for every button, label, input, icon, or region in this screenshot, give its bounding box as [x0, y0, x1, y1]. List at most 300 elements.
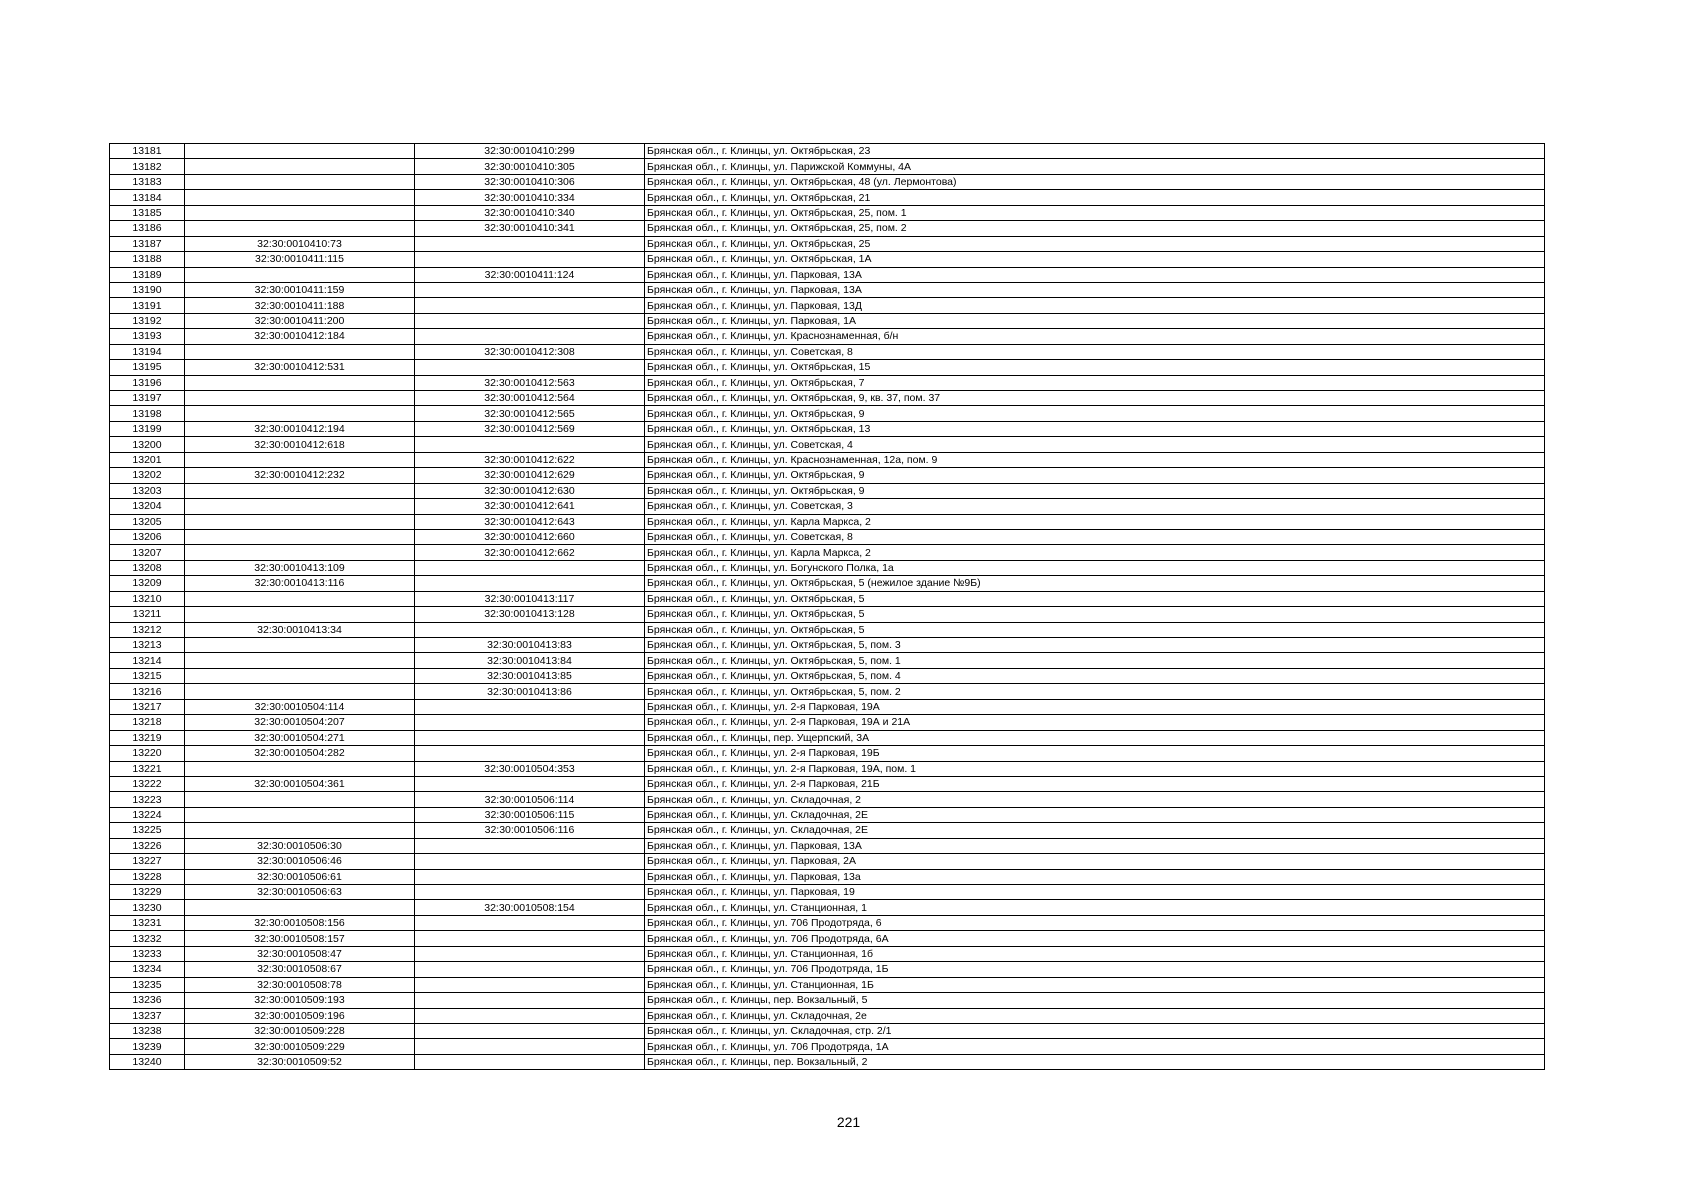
building-cadastral-number-cell	[415, 746, 645, 761]
land-cadastral-number-cell: 32:30:0010504:207	[185, 715, 415, 730]
land-cadastral-number-cell: 32:30:0010412:232	[185, 468, 415, 483]
building-cadastral-number-cell	[415, 715, 645, 730]
address-cell: Брянская обл., г. Клинцы, ул. Парковая, 13А	[645, 282, 1545, 297]
table-row	[110, 313, 1545, 328]
land-cadastral-number-cell	[185, 529, 415, 544]
land-cadastral-number-cell	[185, 452, 415, 467]
row-number-cell: 13212	[110, 622, 185, 637]
table-row	[110, 560, 1545, 575]
address-cell: Брянская обл., г. Клинцы, ул. Октябрьская, 25, пом. 1	[645, 205, 1545, 220]
table-row	[110, 622, 1545, 637]
address-cell: Брянская обл., г. Клинцы, ул. Октябрьская, 5, пом. 4	[645, 668, 1545, 683]
address-cell: Брянская обл., г. Клинцы, ул. Краснознаменная, б/н	[645, 329, 1545, 344]
building-cadastral-number-cell: 32:30:0010413:85	[415, 668, 645, 683]
land-cadastral-number-cell: 32:30:0010506:61	[185, 869, 415, 884]
row-number-cell: 13229	[110, 885, 185, 900]
address-cell: Брянская обл., г. Клинцы, ул. Парковая, 13Д	[645, 298, 1545, 313]
row-number-cell: 13223	[110, 792, 185, 807]
table-row	[110, 391, 1545, 406]
address-cell: Брянская обл., г. Клинцы, ул. Октябрьская, 5, пом. 2	[645, 684, 1545, 699]
row-number-cell: 13211	[110, 607, 185, 622]
address-cell: Брянская обл., г. Клинцы, ул. Советская, 4	[645, 437, 1545, 452]
building-cadastral-number-cell	[415, 298, 645, 313]
address-cell: Брянская обл., г. Клинцы, ул. Парковая, 19	[645, 885, 1545, 900]
row-number-cell: 13238	[110, 1023, 185, 1038]
address-cell: Брянская обл., г. Клинцы, ул. 706 Продотряда, 6	[645, 915, 1545, 930]
building-cadastral-number-cell	[415, 869, 645, 884]
row-number-cell: 13228	[110, 869, 185, 884]
table-row	[110, 529, 1545, 544]
table-row	[110, 977, 1545, 992]
address-cell: Брянская обл., г. Клинцы, ул. Складочная, 2е	[645, 1008, 1545, 1023]
table-row	[110, 221, 1545, 236]
address-cell: Брянская обл., г. Клинцы, ул. Карла Маркса, 2	[645, 514, 1545, 529]
address-cell: Брянская обл., г. Клинцы, ул. Октябрьская, 13	[645, 421, 1545, 436]
land-cadastral-number-cell	[185, 391, 415, 406]
row-number-cell: 13220	[110, 746, 185, 761]
row-number-cell: 13181	[110, 144, 185, 159]
building-cadastral-number-cell	[415, 1054, 645, 1069]
building-cadastral-number-cell: 32:30:0010506:116	[415, 823, 645, 838]
land-cadastral-number-cell	[185, 499, 415, 514]
table-row	[110, 946, 1545, 961]
row-number-cell: 13189	[110, 267, 185, 282]
address-cell: Брянская обл., г. Клинцы, ул. 2-я Парковая, 19А, пом. 1	[645, 761, 1545, 776]
address-cell: Брянская обл., г. Клинцы, ул. Станционная, 1	[645, 900, 1545, 915]
land-cadastral-number-cell: 32:30:0010508:67	[185, 962, 415, 977]
table-row	[110, 437, 1545, 452]
address-cell: Брянская обл., г. Клинцы, ул. Октябрьская, 5, пом. 3	[645, 638, 1545, 653]
table-row	[110, 823, 1545, 838]
row-number-cell: 13195	[110, 360, 185, 375]
address-cell: Брянская обл., г. Клинцы, ул. Станционная, 1б	[645, 946, 1545, 961]
building-cadastral-number-cell	[415, 699, 645, 714]
row-number-cell: 13196	[110, 375, 185, 390]
land-cadastral-number-cell	[185, 205, 415, 220]
building-cadastral-number-cell	[415, 730, 645, 745]
row-number-cell: 13186	[110, 221, 185, 236]
address-cell: Брянская обл., г. Клинцы, ул. Станционная, 1Б	[645, 977, 1545, 992]
address-cell: Брянская обл., г. Клинцы, ул. Октябрьская, 21	[645, 190, 1545, 205]
table-row	[110, 267, 1545, 282]
table-row	[110, 915, 1545, 930]
building-cadastral-number-cell	[415, 252, 645, 267]
row-number-cell: 13203	[110, 483, 185, 498]
address-cell: Брянская обл., г. Клинцы, ул. Складочная, 2	[645, 792, 1545, 807]
row-number-cell: 13193	[110, 329, 185, 344]
address-cell: Брянская обл., г. Клинцы, ул. 2-я Парковая, 21Б	[645, 776, 1545, 791]
land-cadastral-number-cell	[185, 668, 415, 683]
row-number-cell: 13232	[110, 931, 185, 946]
building-cadastral-number-cell	[415, 977, 645, 992]
building-cadastral-number-cell: 32:30:0010412:643	[415, 514, 645, 529]
building-cadastral-number-cell: 32:30:0010506:114	[415, 792, 645, 807]
table-row	[110, 576, 1545, 591]
land-cadastral-number-cell: 32:30:0010411:159	[185, 282, 415, 297]
land-cadastral-number-cell	[185, 591, 415, 606]
building-cadastral-number-cell	[415, 885, 645, 900]
address-cell: Брянская обл., г. Клинцы, ул. Октябрьская, 9	[645, 406, 1545, 421]
address-cell: Брянская обл., г. Клинцы, ул. Октябрьская, 5	[645, 591, 1545, 606]
address-cell: Брянская обл., г. Клинцы, ул. Октябрьская, 5	[645, 622, 1545, 637]
land-cadastral-number-cell: 32:30:0010504:271	[185, 730, 415, 745]
land-cadastral-number-cell: 32:30:0010411:188	[185, 298, 415, 313]
building-cadastral-number-cell: 32:30:0010410:341	[415, 221, 645, 236]
building-cadastral-number-cell: 32:30:0010412:308	[415, 344, 645, 359]
address-cell: Брянская обл., г. Клинцы, ул. Октябрьская, 15	[645, 360, 1545, 375]
row-number-cell: 13185	[110, 205, 185, 220]
table-row	[110, 1008, 1545, 1023]
row-number-cell: 13191	[110, 298, 185, 313]
building-cadastral-number-cell	[415, 360, 645, 375]
row-number-cell: 13184	[110, 190, 185, 205]
row-number-cell: 13194	[110, 344, 185, 359]
table-row	[110, 761, 1545, 776]
address-cell: Брянская обл., г. Клинцы, ул. Карла Маркса, 2	[645, 545, 1545, 560]
row-number-cell: 13208	[110, 560, 185, 575]
row-number-cell: 13217	[110, 699, 185, 714]
row-number-cell: 13199	[110, 421, 185, 436]
building-cadastral-number-cell	[415, 1023, 645, 1038]
building-cadastral-number-cell: 32:30:0010412:630	[415, 483, 645, 498]
building-cadastral-number-cell: 32:30:0010410:340	[415, 205, 645, 220]
table-row	[110, 1039, 1545, 1054]
building-cadastral-number-cell	[415, 946, 645, 961]
table-row	[110, 653, 1545, 668]
row-number-cell: 13197	[110, 391, 185, 406]
table-row	[110, 715, 1545, 730]
land-cadastral-number-cell: 32:30:0010506:63	[185, 885, 415, 900]
table-row	[110, 344, 1545, 359]
row-number-cell: 13204	[110, 499, 185, 514]
table-row	[110, 190, 1545, 205]
registry-table-body	[110, 144, 1545, 1070]
table-row	[110, 885, 1545, 900]
table-row	[110, 854, 1545, 869]
land-cadastral-number-cell: 32:30:0010508:157	[185, 931, 415, 946]
row-number-cell: 13234	[110, 962, 185, 977]
row-number-cell: 13236	[110, 993, 185, 1008]
land-cadastral-number-cell: 32:30:0010508:47	[185, 946, 415, 961]
table-row	[110, 252, 1545, 267]
land-cadastral-number-cell	[185, 344, 415, 359]
row-number-cell: 13205	[110, 514, 185, 529]
table-row	[110, 607, 1545, 622]
land-cadastral-number-cell	[185, 545, 415, 560]
table-row	[110, 668, 1545, 683]
address-cell: Брянская обл., г. Клинцы, ул. Богунского Полка, 1а	[645, 560, 1545, 575]
land-cadastral-number-cell	[185, 807, 415, 822]
building-cadastral-number-cell: 32:30:0010412:660	[415, 529, 645, 544]
land-cadastral-number-cell	[185, 792, 415, 807]
row-number-cell: 13182	[110, 159, 185, 174]
address-cell: Брянская обл., г. Клинцы, ул. Октябрьская, 5, пом. 1	[645, 653, 1545, 668]
row-number-cell: 13207	[110, 545, 185, 560]
row-number-cell: 13214	[110, 653, 185, 668]
land-cadastral-number-cell: 32:30:0010504:361	[185, 776, 415, 791]
address-cell: Брянская обл., г. Клинцы, ул. 706 Продотряда, 6А	[645, 931, 1545, 946]
building-cadastral-number-cell	[415, 993, 645, 1008]
table-row	[110, 638, 1545, 653]
building-cadastral-number-cell: 32:30:0010504:353	[415, 761, 645, 776]
table-row	[110, 807, 1545, 822]
land-cadastral-number-cell: 32:30:0010411:115	[185, 252, 415, 267]
row-number-cell: 13201	[110, 452, 185, 467]
page-number: 221	[836, 1114, 861, 1130]
building-cadastral-number-cell: 32:30:0010412:662	[415, 545, 645, 560]
building-cadastral-number-cell	[415, 854, 645, 869]
building-cadastral-number-cell	[415, 962, 645, 977]
land-cadastral-number-cell	[185, 823, 415, 838]
row-number-cell: 13183	[110, 174, 185, 189]
address-cell: Брянская обл., г. Клинцы, ул. Октябрьская, 25, пом. 2	[645, 221, 1545, 236]
building-cadastral-number-cell: 32:30:0010412:629	[415, 468, 645, 483]
building-cadastral-number-cell: 32:30:0010410:306	[415, 174, 645, 189]
row-number-cell: 13225	[110, 823, 185, 838]
address-cell: Брянская обл., г. Клинцы, ул. Октябрьская, 5 (нежилое здание №9Б)	[645, 576, 1545, 591]
land-cadastral-number-cell	[185, 144, 415, 159]
building-cadastral-number-cell: 32:30:0010506:115	[415, 807, 645, 822]
land-cadastral-number-cell: 32:30:0010411:200	[185, 313, 415, 328]
land-cadastral-number-cell	[185, 684, 415, 699]
land-cadastral-number-cell	[185, 653, 415, 668]
building-cadastral-number-cell: 32:30:0010412:563	[415, 375, 645, 390]
address-cell: Брянская обл., г. Клинцы, ул. Советская, 3	[645, 499, 1545, 514]
building-cadastral-number-cell: 32:30:0010413:117	[415, 591, 645, 606]
address-cell: Брянская обл., г. Клинцы, ул. Парковая, 2А	[645, 854, 1545, 869]
land-cadastral-number-cell	[185, 761, 415, 776]
address-cell: Брянская обл., г. Клинцы, ул. Складочная, 2Е	[645, 823, 1545, 838]
address-cell: Брянская обл., г. Клинцы, ул. Октябрьская, 25	[645, 236, 1545, 251]
address-cell: Брянская обл., г. Клинцы, ул. Октябрьская, 5	[645, 607, 1545, 622]
building-cadastral-number-cell: 32:30:0010410:305	[415, 159, 645, 174]
row-number-cell: 13239	[110, 1039, 185, 1054]
address-cell: Брянская обл., г. Клинцы, ул. Складочная, стр. 2/1	[645, 1023, 1545, 1038]
building-cadastral-number-cell: 32:30:0010410:299	[415, 144, 645, 159]
building-cadastral-number-cell	[415, 282, 645, 297]
table-row	[110, 838, 1545, 853]
land-cadastral-number-cell: 32:30:0010509:52	[185, 1054, 415, 1069]
row-number-cell: 13190	[110, 282, 185, 297]
table-row	[110, 421, 1545, 436]
address-cell: Брянская обл., г. Клинцы, ул. 706 Продотряда, 1А	[645, 1039, 1545, 1054]
building-cadastral-number-cell: 32:30:0010412:641	[415, 499, 645, 514]
building-cadastral-number-cell	[415, 1039, 645, 1054]
row-number-cell: 13219	[110, 730, 185, 745]
address-cell: Брянская обл., г. Клинцы, ул. Складочная, 2Е	[645, 807, 1545, 822]
table-row	[110, 931, 1545, 946]
table-row	[110, 159, 1545, 174]
building-cadastral-number-cell	[415, 915, 645, 930]
table-row	[110, 1023, 1545, 1038]
land-cadastral-number-cell	[185, 267, 415, 282]
table-row	[110, 329, 1545, 344]
address-cell: Брянская обл., г. Клинцы, ул. Октябрьская, 7	[645, 375, 1545, 390]
row-number-cell: 13221	[110, 761, 185, 776]
row-number-cell: 13233	[110, 946, 185, 961]
address-cell: Брянская обл., г. Клинцы, ул. Октябрьская, 23	[645, 144, 1545, 159]
address-cell: Брянская обл., г. Клинцы, ул. Октябрьская, 9	[645, 483, 1545, 498]
row-number-cell: 13200	[110, 437, 185, 452]
row-number-cell: 13215	[110, 668, 185, 683]
row-number-cell: 13226	[110, 838, 185, 853]
address-cell: Брянская обл., г. Клинцы, пер. Вокзальный, 2	[645, 1054, 1545, 1069]
building-cadastral-number-cell: 32:30:0010508:154	[415, 900, 645, 915]
land-cadastral-number-cell: 32:30:0010508:78	[185, 977, 415, 992]
address-cell: Брянская обл., г. Клинцы, ул. Парковая, 13а	[645, 869, 1545, 884]
address-cell: Брянская обл., г. Клинцы, пер. Вокзальный, 5	[645, 993, 1545, 1008]
table-row	[110, 360, 1545, 375]
land-cadastral-number-cell: 32:30:0010412:194	[185, 421, 415, 436]
row-number-cell: 13230	[110, 900, 185, 915]
address-cell: Брянская обл., г. Клинцы, ул. 706 Продотряда, 1Б	[645, 962, 1545, 977]
land-cadastral-number-cell: 32:30:0010413:116	[185, 576, 415, 591]
table-row	[110, 776, 1545, 791]
row-number-cell: 13218	[110, 715, 185, 730]
address-cell: Брянская обл., г. Клинцы, ул. 2-я Парковая, 19А и 21А	[645, 715, 1545, 730]
land-cadastral-number-cell	[185, 174, 415, 189]
land-cadastral-number-cell	[185, 375, 415, 390]
table-row	[110, 962, 1545, 977]
building-cadastral-number-cell: 32:30:0010412:622	[415, 452, 645, 467]
building-cadastral-number-cell	[415, 437, 645, 452]
land-cadastral-number-cell: 32:30:0010504:282	[185, 746, 415, 761]
row-number-cell: 13213	[110, 638, 185, 653]
land-cadastral-number-cell: 32:30:0010412:618	[185, 437, 415, 452]
table-row	[110, 900, 1545, 915]
row-number-cell: 13237	[110, 1008, 185, 1023]
land-cadastral-number-cell: 32:30:0010509:193	[185, 993, 415, 1008]
land-cadastral-number-cell: 32:30:0010413:34	[185, 622, 415, 637]
land-cadastral-number-cell: 32:30:0010413:109	[185, 560, 415, 575]
land-cadastral-number-cell	[185, 221, 415, 236]
row-number-cell: 13188	[110, 252, 185, 267]
building-cadastral-number-cell: 32:30:0010411:124	[415, 267, 645, 282]
building-cadastral-number-cell	[415, 236, 645, 251]
land-cadastral-number-cell: 32:30:0010504:114	[185, 699, 415, 714]
address-cell: Брянская обл., г. Клинцы, ул. Парковая, 13А	[645, 267, 1545, 282]
address-cell: Брянская обл., г. Клинцы, пер. Ущерпский, 3А	[645, 730, 1545, 745]
building-cadastral-number-cell	[415, 776, 645, 791]
land-cadastral-number-cell: 32:30:0010509:229	[185, 1039, 415, 1054]
land-cadastral-number-cell	[185, 900, 415, 915]
row-number-cell: 13209	[110, 576, 185, 591]
table-row	[110, 144, 1545, 159]
address-cell: Брянская обл., г. Клинцы, ул. Советская, 8	[645, 529, 1545, 544]
land-cadastral-number-cell: 32:30:0010509:228	[185, 1023, 415, 1038]
land-cadastral-number-cell	[185, 406, 415, 421]
building-cadastral-number-cell	[415, 931, 645, 946]
land-cadastral-number-cell: 32:30:0010506:30	[185, 838, 415, 853]
row-number-cell: 13224	[110, 807, 185, 822]
table-row	[110, 684, 1545, 699]
land-cadastral-number-cell: 32:30:0010509:196	[185, 1008, 415, 1023]
row-number-cell: 13187	[110, 236, 185, 251]
address-cell: Брянская обл., г. Клинцы, ул. Советская, 8	[645, 344, 1545, 359]
land-cadastral-number-cell: 32:30:0010412:184	[185, 329, 415, 344]
row-number-cell: 13227	[110, 854, 185, 869]
land-cadastral-number-cell: 32:30:0010412:531	[185, 360, 415, 375]
building-cadastral-number-cell	[415, 622, 645, 637]
row-number-cell: 13210	[110, 591, 185, 606]
land-cadastral-number-cell	[185, 483, 415, 498]
table-row	[110, 298, 1545, 313]
building-cadastral-number-cell	[415, 313, 645, 328]
land-cadastral-number-cell	[185, 159, 415, 174]
registry-table	[109, 143, 1545, 1070]
table-row	[110, 406, 1545, 421]
address-cell: Брянская обл., г. Клинцы, ул. Октябрьская, 9	[645, 468, 1545, 483]
building-cadastral-number-cell: 32:30:0010413:128	[415, 607, 645, 622]
row-number-cell: 13240	[110, 1054, 185, 1069]
building-cadastral-number-cell: 32:30:0010410:334	[415, 190, 645, 205]
land-cadastral-number-cell	[185, 638, 415, 653]
building-cadastral-number-cell	[415, 1008, 645, 1023]
table-row	[110, 499, 1545, 514]
building-cadastral-number-cell	[415, 560, 645, 575]
row-number-cell: 13192	[110, 313, 185, 328]
building-cadastral-number-cell: 32:30:0010413:83	[415, 638, 645, 653]
row-number-cell: 13202	[110, 468, 185, 483]
row-number-cell: 13235	[110, 977, 185, 992]
row-number-cell: 13206	[110, 529, 185, 544]
address-cell: Брянская обл., г. Клинцы, ул. Краснознаменная, 12а, пом. 9	[645, 452, 1545, 467]
address-cell: Брянская обл., г. Клинцы, ул. Октябрьская, 1А	[645, 252, 1545, 267]
table-row	[110, 699, 1545, 714]
building-cadastral-number-cell	[415, 576, 645, 591]
table-row	[110, 591, 1545, 606]
building-cadastral-number-cell: 32:30:0010412:565	[415, 406, 645, 421]
building-cadastral-number-cell: 32:30:0010413:86	[415, 684, 645, 699]
building-cadastral-number-cell: 32:30:0010412:569	[415, 421, 645, 436]
table-row	[110, 483, 1545, 498]
table-row	[110, 792, 1545, 807]
address-cell: Брянская обл., г. Клинцы, ул. Парковая, 1А	[645, 313, 1545, 328]
table-row	[110, 468, 1545, 483]
land-cadastral-number-cell: 32:30:0010508:156	[185, 915, 415, 930]
building-cadastral-number-cell: 32:30:0010413:84	[415, 653, 645, 668]
table-row	[110, 282, 1545, 297]
address-cell: Брянская обл., г. Клинцы, ул. Парковая, 13А	[645, 838, 1545, 853]
table-row	[110, 730, 1545, 745]
table-row	[110, 174, 1545, 189]
address-cell: Брянская обл., г. Клинцы, ул. 2-я Парковая, 19Б	[645, 746, 1545, 761]
land-cadastral-number-cell: 32:30:0010410:73	[185, 236, 415, 251]
table-row	[110, 869, 1545, 884]
row-number-cell: 13198	[110, 406, 185, 421]
land-cadastral-number-cell	[185, 514, 415, 529]
row-number-cell: 13216	[110, 684, 185, 699]
land-cadastral-number-cell: 32:30:0010506:46	[185, 854, 415, 869]
land-cadastral-number-cell	[185, 607, 415, 622]
address-cell: Брянская обл., г. Клинцы, ул. 2-я Парковая, 19А	[645, 699, 1545, 714]
table-row	[110, 452, 1545, 467]
table-row	[110, 205, 1545, 220]
address-cell: Брянская обл., г. Клинцы, ул. Октябрьская, 48 (ул. Лермонтова)	[645, 174, 1545, 189]
table-row	[110, 514, 1545, 529]
table-row	[110, 993, 1545, 1008]
building-cadastral-number-cell	[415, 329, 645, 344]
land-cadastral-number-cell	[185, 190, 415, 205]
table-row	[110, 545, 1545, 560]
row-number-cell: 13231	[110, 915, 185, 930]
table-row	[110, 1054, 1545, 1069]
address-cell: Брянская обл., г. Клинцы, ул. Октябрьская, 9, кв. 37, пом. 37	[645, 391, 1545, 406]
address-cell: Брянская обл., г. Клинцы, ул. Парижской Коммуны, 4А	[645, 159, 1545, 174]
table-row	[110, 746, 1545, 761]
table-row	[110, 236, 1545, 251]
building-cadastral-number-cell: 32:30:0010412:564	[415, 391, 645, 406]
